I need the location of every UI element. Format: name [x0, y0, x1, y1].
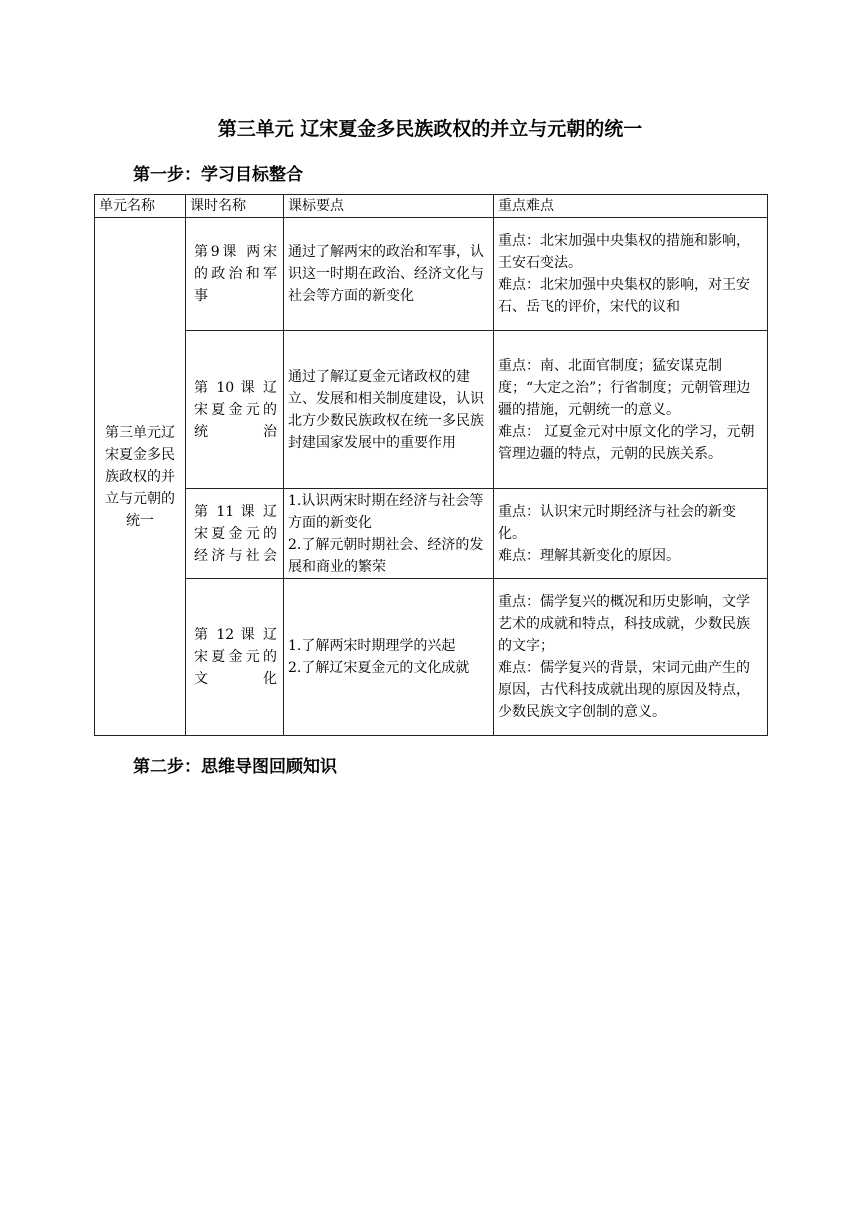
- focus-cell: [494, 579, 768, 736]
- step2-heading: 第二步：思维导图回顾知识: [133, 757, 337, 777]
- header-focus: 重点难点: [494, 195, 768, 218]
- requirement-text: 通过了解两宋的政治和军事，认识这一时期在政治、经济文化与社会等方面的新变化: [288, 244, 484, 304]
- focus-key-point: 重点：北宋加强中央集权的措施和影响，王安石变法。: [498, 233, 750, 271]
- lesson-name-cell: 第 10 课 辽宋夏金元的统治: [186, 331, 284, 489]
- table-row: [95, 579, 768, 736]
- requirement-text: 1.了解两宋时期理学的兴起: [288, 638, 456, 654]
- focus-key-point: 重点：认识宋元时期经济与社会的新变化。: [498, 503, 736, 542]
- page-title: 第三单元 辽宋夏金多民族政权的并立与元朝的统一: [217, 118, 643, 140]
- focus-difficulty: 难点： 辽夏金元对中原文化的学习，元朝管理边疆的特点，元朝的民族关系。: [498, 423, 755, 462]
- lesson-name-cell: 第9课 两宋的政治和军事: [186, 218, 284, 331]
- requirements-cell: [284, 331, 494, 489]
- requirements-cell: [284, 489, 494, 579]
- table-row: [95, 218, 768, 331]
- requirement-text: 通过了解辽夏金元诸政权的建立、发展和相关制度建设，认识北方少数民族政权在统一多民族封建国家发展中的重要作用: [288, 368, 484, 451]
- focus-difficulty: 难点：理解其新变化的原因。: [498, 547, 680, 564]
- table-row: [95, 489, 768, 579]
- step1-heading: 第一步：学习目标整合: [133, 165, 303, 185]
- header-requirements: 课标要点: [284, 195, 494, 218]
- learning-goals-table: [94, 194, 768, 736]
- focus-difficulty: 难点：北宋加强中央集权的影响，对王安石、岳飞的评价，宋代的议和: [498, 277, 750, 315]
- table-header-row: [95, 195, 768, 218]
- header-unit-name: 单元名称: [95, 195, 186, 218]
- header-lesson-name: 课时名称: [186, 195, 284, 218]
- focus-key-point: 重点：儒学复兴的概况和历史影响，文学艺术的成就和特点，科技成就，少数民族的文字；: [498, 594, 750, 654]
- requirement-text: 1.认识两宋时期在经济与社会等方面的新变化: [288, 492, 484, 531]
- focus-cell: [494, 218, 768, 331]
- unit-name-cell: 第三单元辽宋夏金多民族政权的并立与元朝的统一: [95, 218, 186, 736]
- focus-cell: [494, 331, 768, 489]
- focus-key-point: 重点：南、北面官制度；猛安谋克制度；“大定之治”；行省制度；元朝管理边疆的措施，元朝统一的意义。: [498, 357, 751, 418]
- lesson-name-cell: 第 11 课 辽宋夏金元的经济与社会: [186, 489, 284, 579]
- lesson-name-cell: 第 12 课 辽宋夏金元的文化: [186, 579, 284, 736]
- table-row: [95, 331, 768, 489]
- focus-difficulty: 难点：儒学复兴的背景，宋词元曲产生的原因，古代科技成就出现的原因及特点，少数民族文字创制的意义。: [498, 660, 750, 720]
- requirements-cell: [284, 218, 494, 331]
- requirements-cell: [284, 579, 494, 736]
- requirement-text: 2.了解元朝时期社会、经济的发展和商业的繁荣: [288, 536, 484, 575]
- requirement-text: 2.了解辽宋夏金元的文化成就: [288, 660, 470, 676]
- focus-cell: [494, 489, 768, 579]
